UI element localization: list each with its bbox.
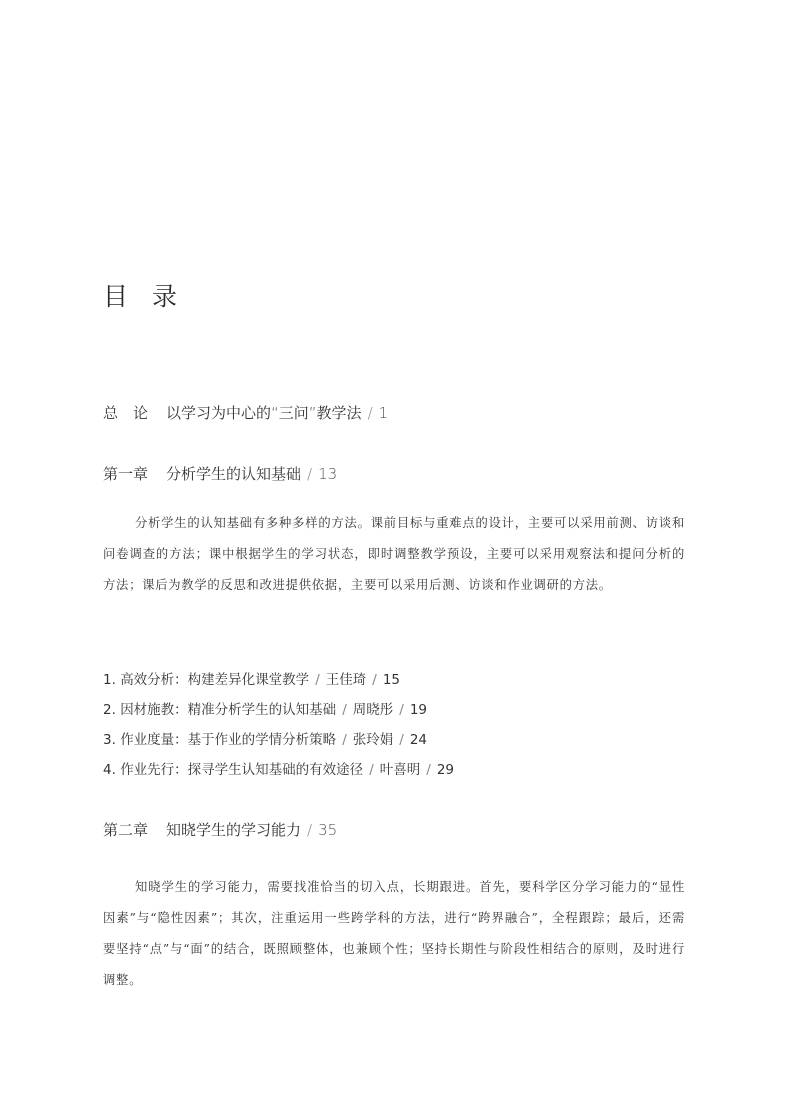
- item-number: 1.: [103, 672, 116, 688]
- item-author: 张玲娟: [352, 732, 394, 748]
- page-number: 24: [409, 732, 427, 748]
- item-title: 因材施教：精准分析学生的认知基础: [120, 702, 337, 718]
- page-number: 15: [382, 672, 400, 688]
- toc-entry-chapter-2: [103, 819, 337, 840]
- entry-title: 分析学生的认知基础: [166, 465, 302, 483]
- separator: /: [367, 404, 373, 422]
- separator: /: [342, 702, 347, 718]
- toc-entry-chapter-1: [103, 463, 337, 484]
- item-number: 3.: [103, 732, 116, 748]
- separator: /: [399, 732, 404, 748]
- separator: /: [315, 672, 320, 688]
- item-author: 王佳琦: [325, 672, 367, 688]
- entry-title: 以学习为中心的“三问”教学法: [166, 404, 362, 422]
- chapter-2-summary: 知晓学生的学习能力，需要找准恰当的切入点，长期跟进。首先，要科学区分学习能力的“显性因素”与“隐性因素”；其次，注重运用一些跨学科的方法，进行“跨界融合”，全程跟踪；最后，还需要坚持“点”与“面”的结合，既照顾整体，也兼顾个性；坚持长期性与阶段性相结合的原则，及时进行调整。: [103, 880, 685, 987]
- separator: /: [399, 702, 404, 718]
- item-author: 周晓彤: [352, 702, 394, 718]
- toc-title: 目录: [103, 281, 202, 311]
- item-title: 作业度量：基于作业的学情分析策略: [120, 732, 337, 748]
- page-number: 35: [318, 821, 338, 839]
- entry-label: 总 论: [103, 404, 149, 422]
- toc-item: [103, 668, 400, 688]
- item-number: 2.: [103, 702, 116, 718]
- page-number: 29: [436, 762, 454, 778]
- separator: /: [307, 465, 313, 483]
- page-number: 13: [318, 465, 338, 483]
- toc-item: [103, 728, 427, 748]
- separator: /: [307, 821, 313, 839]
- toc-item: [103, 758, 454, 778]
- item-title: 作业先行：探寻学生认知基础的有效途径: [120, 762, 364, 778]
- page-number: 19: [409, 702, 427, 718]
- separator: /: [342, 732, 347, 748]
- separator: /: [426, 762, 431, 778]
- page-number: 1: [378, 404, 389, 422]
- chapter-1-summary: 分析学生的认知基础有多种多样的方法。课前目标与重难点的设计，主要可以采用前测、访谈和问卷调查的方法；课中根据学生的学习状态，即时调整教学预设，主要可以采用观察法和提问分析的方法；课后为教学的反思和改进提供依据，主要可以采用后测、访谈和作业调研的方法。: [103, 516, 685, 592]
- item-author: 叶喜明: [379, 762, 421, 778]
- entry-label: 第一章: [103, 465, 149, 483]
- item-title: 高效分析：构建差异化课堂教学: [120, 672, 310, 688]
- entry-label: 第二章: [103, 821, 149, 839]
- toc-item: [103, 698, 427, 718]
- item-number: 4.: [103, 762, 116, 778]
- separator: /: [369, 762, 374, 778]
- toc-entry-general: [103, 402, 388, 423]
- entry-title: 知晓学生的学习能力: [166, 821, 302, 839]
- separator: /: [372, 672, 377, 688]
